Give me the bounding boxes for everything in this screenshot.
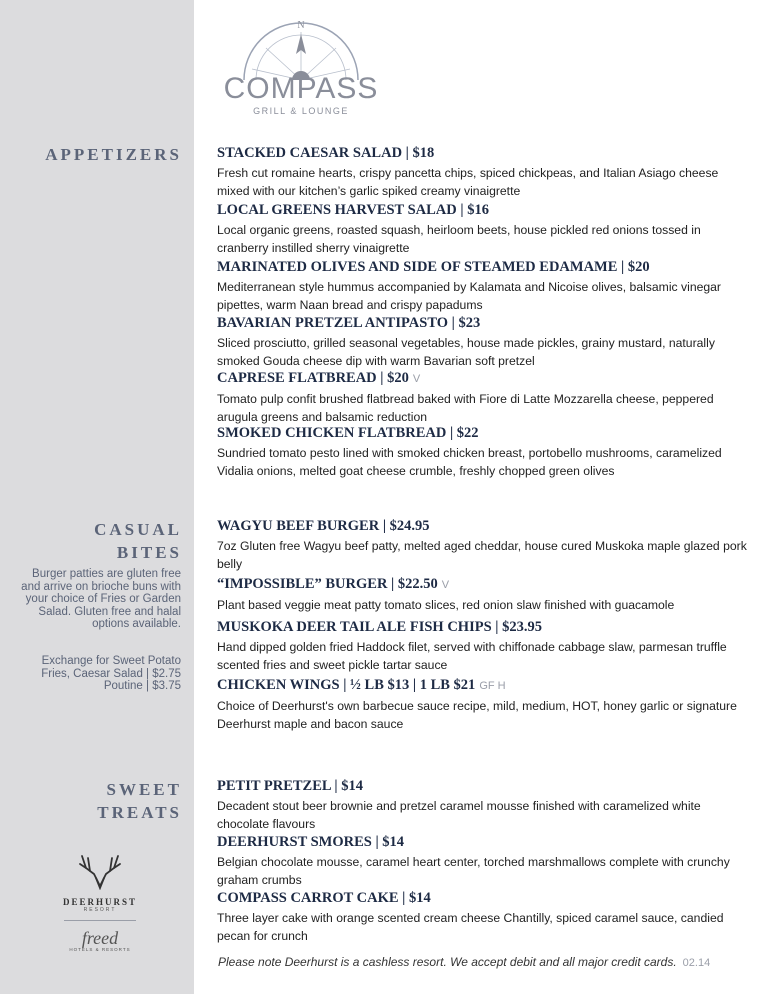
item-title: SMOKED CHICKEN FLATBREAD | $22 xyxy=(217,425,479,441)
menu-item xyxy=(217,834,747,889)
logo-name: COMPASS xyxy=(223,72,379,105)
item-title: PETIT PRETZEL | $14 xyxy=(217,778,363,794)
deer-antlers-icon xyxy=(78,850,122,890)
menu-item xyxy=(217,370,747,426)
freed-logo xyxy=(62,928,138,952)
menu-item xyxy=(217,576,747,615)
item-title: STACKED CAESAR SALAD | $18 xyxy=(217,145,435,161)
item-title: WAGYU BEEF BURGER | $24.95 xyxy=(217,518,430,534)
section-title-sweet-1: SWEET xyxy=(106,780,182,799)
menu-item xyxy=(217,778,747,833)
menu-item xyxy=(217,315,747,370)
deerhurst-sub: RESORT xyxy=(83,907,117,913)
compass-n-label: N xyxy=(297,20,305,31)
menu-item xyxy=(217,518,747,573)
item-title: LOCAL GREENS HARVEST SALAD | $16 xyxy=(217,202,489,218)
freed-sub: HOTELS & RESORTS xyxy=(69,947,131,952)
item-desc: Decadent stout beer brownie and pretzel caramel mousse finished with caramelized white chocolate flavours xyxy=(217,799,701,831)
item-desc: Choice of Deerhurst's own barbecue sauce recipe, mild, medium, HOT, honey garlic or signature Deerhurst maple and bacon sauce xyxy=(217,699,737,731)
logo-subtitle: GRILL & LOUNGE xyxy=(253,106,349,116)
item-desc: 7oz Gluten free Wagyu beef patty, melted aged cheddar, house cured Muskoka maple glazed pork belly xyxy=(217,539,747,571)
menu-item xyxy=(217,259,747,314)
item-title: CHICKEN WINGS | ½ LB $13 | 1 LB $21 xyxy=(217,677,476,693)
vegetarian-tag: V xyxy=(441,579,450,591)
item-title: MUSKOKA DEER TAIL ALE FISH CHIPS | $23.95 xyxy=(217,619,542,635)
dietary-tag: GF H xyxy=(479,680,506,692)
item-desc: Hand dipped golden fried Haddock filet, served with chiffonade cabbage slaw, parmesan truffle scented fries and sweet pickle tartar sauce xyxy=(217,640,727,672)
item-desc: Three layer cake with orange scented cream cheese Chantilly, spiced caramel sauce, candied pecan for crunch xyxy=(217,911,724,943)
item-title: CAPRESE FLATBREAD | $20 xyxy=(217,370,409,386)
item-desc: Plant based veggie meat patty tomato slices, red onion slaw finished with guacamole xyxy=(217,598,675,612)
footer-note: Please note Deerhurst is a cashless resort. We accept debit and all major credit cards. xyxy=(218,955,677,969)
divider xyxy=(64,920,136,921)
item-desc: Mediterranean style hummus accompanied by Kalamata and Nicoise olives, balsamic vinegar pipettes, warm Naan bread and crispy papadums xyxy=(217,280,721,312)
deerhurst-logo xyxy=(50,850,150,913)
section-title-casual-2: BITES xyxy=(116,543,182,562)
item-desc: Belgian chocolate mousse, caramel heart center, torched marshmallows complete with crunchy graham crumbs xyxy=(217,855,730,887)
section-title-appetizers: APPETIZERS xyxy=(45,145,182,164)
item-desc: Local organic greens, roasted squash, heirloom beets, house pickled red onions tossed in cranberry instilled sherry vinaigrette xyxy=(217,223,701,255)
footer-code: 02.14 xyxy=(682,957,711,969)
section-title-sweet-2: TREATS xyxy=(97,803,182,822)
menu-item xyxy=(217,677,747,733)
menu-item xyxy=(217,619,747,674)
menu-item xyxy=(217,145,747,200)
item-desc: Tomato pulp confit brushed flatbread baked with Fiore di Latte Mozzarella cheese, peppered arugula greens and balsamic reduction xyxy=(217,392,714,424)
casual-note: Burger patties are gluten free and arrive on brioche buns with your choice of Fries or Garden Salad. Gluten free and halal options available. xyxy=(21,568,181,630)
item-title: BAVARIAN PRETZEL ANTIPASTO | $23 xyxy=(217,315,481,331)
footer xyxy=(218,955,710,969)
item-title: DEERHURST SMORES | $14 xyxy=(217,834,405,850)
casual-exchange-note: Exchange for Sweet Potato Fries, Caesar Salad | $2.75 Poutine | $3.75 xyxy=(41,655,181,692)
item-desc: Fresh cut romaine hearts, crispy pancetta chips, spiced chickpeas, and Italian Asiago cheese mixed with our kitchen’s garlic spiked creamy vinaigrette xyxy=(217,166,719,198)
vegetarian-tag: V xyxy=(412,373,421,385)
item-desc: Sliced prosciutto, grilled seasonal vegetables, house made pickles, grainy mustard, naturally smoked Gouda cheese dip with warm Bavarian soft pretzel xyxy=(217,336,715,368)
menu-item xyxy=(217,425,747,480)
section-title-casual-1: CASUAL xyxy=(94,520,182,539)
item-title: COMPASS CARROT CAKE | $14 xyxy=(217,890,431,906)
freed-name: freed xyxy=(81,928,119,948)
menu-item xyxy=(217,890,747,945)
deerhurst-name: DEERHURST xyxy=(62,897,137,907)
menu-item xyxy=(217,202,747,257)
item-desc: Sundried tomato pesto lined with smoked chicken breast, portobello mushrooms, caramelized Vidalia onions, melted goat cheese crumble, freshly chopped green olives xyxy=(217,446,722,478)
item-title: MARINATED OLIVES AND SIDE OF STEAMED EDAMAME | $20 xyxy=(217,259,650,275)
item-title: “IMPOSSIBLE” BURGER | $22.50 xyxy=(217,576,438,592)
